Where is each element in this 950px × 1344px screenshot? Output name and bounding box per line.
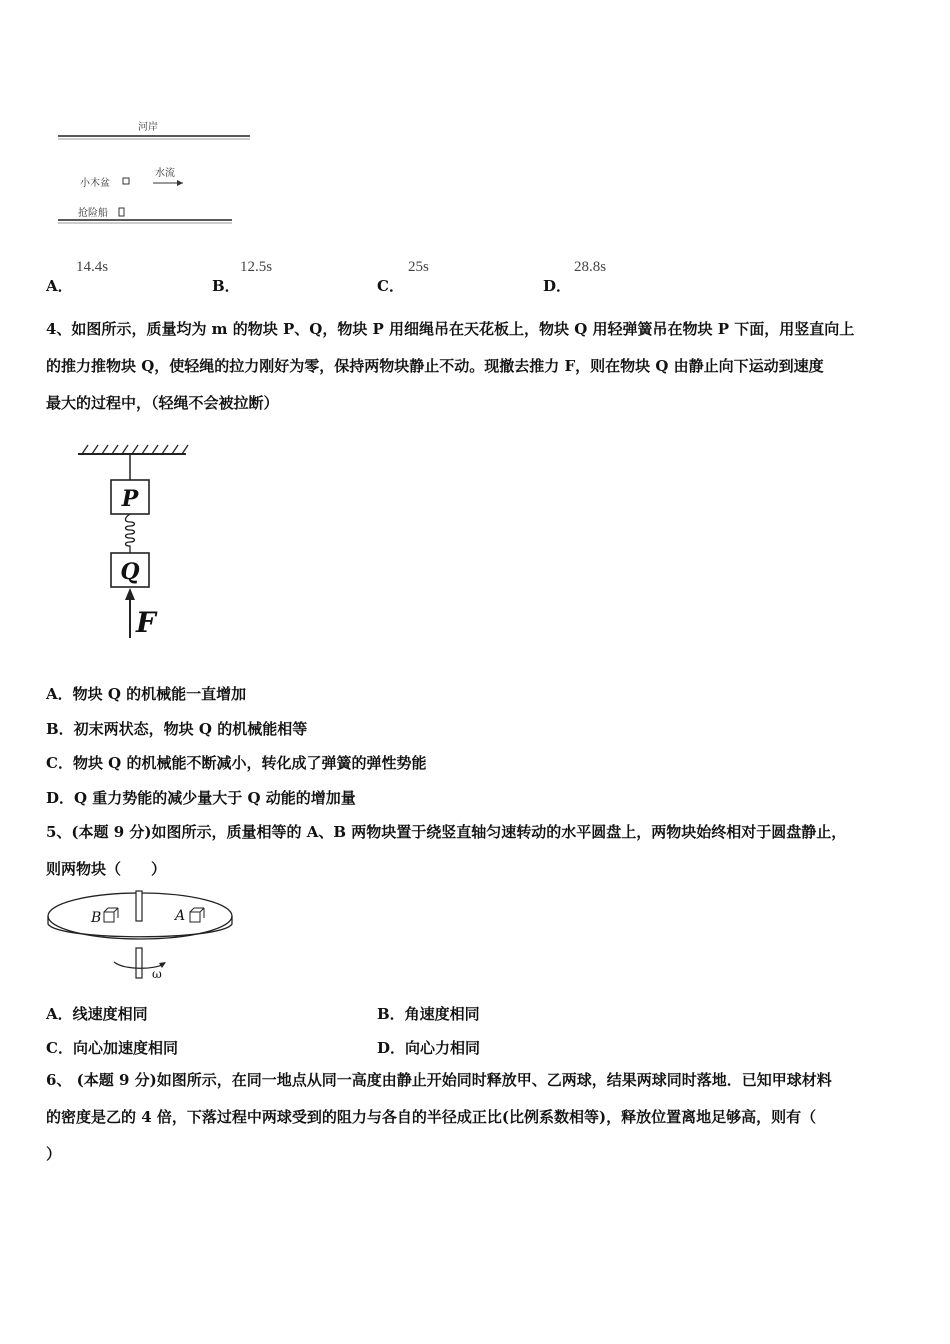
axle-bottom: [136, 948, 142, 978]
q4-line-1: 4、如图所示，质量均为 m 的物块 P、Q，物块 P 用细绳吊在天花板上，物块 Q 用轻弹簧吊在物块 P 下面，用竖直向上: [46, 320, 855, 338]
disc-figure: [42, 886, 242, 986]
q5-option-b: B．角速度相同: [377, 1005, 480, 1023]
q4-option-d: D．Q 重力势能的减少量大于 Q 动能的增加量: [46, 788, 356, 807]
q5-option-a: A．线速度相同: [46, 1005, 148, 1023]
q6-line-1: 6、 (本题 9 分)如图所示，在同一地点从同一高度由静止开始同时释放甲、乙两球，结果两球同时落地．已知甲球材料: [46, 1071, 832, 1089]
q5-option-d: D．向心力相同: [377, 1039, 481, 1057]
spring: [126, 514, 135, 553]
block-b: [104, 912, 114, 922]
block-q-label: Q: [120, 559, 140, 585]
q5-stem: [46, 814, 926, 888]
q4-option-a: A．物块 Q 的机械能一直增加: [46, 685, 247, 703]
q6-line-2: 的密度是乙的 4 倍，下落过程中两球受到的阻力与各自的半径成正比(比例系数相等)，释放位置离地足够高，则有（: [46, 1108, 817, 1126]
q4-line-3: 最大的过程中，（轻绳不会被拉断）: [46, 394, 279, 412]
q3-option-d-letter: D．: [543, 277, 572, 295]
q3-option-a-letter: A．: [46, 277, 73, 295]
force-label: F: [136, 606, 156, 639]
flow-label: 水流: [155, 168, 175, 179]
q5-option-c: C．向心加速度相同: [46, 1039, 178, 1057]
boat-marker: [119, 208, 124, 216]
axle-top: [136, 891, 142, 921]
q5-line-2: 则两物块（ ）: [46, 860, 167, 878]
basin-label: 小木盆: [80, 178, 110, 189]
bank-label: 河岸: [138, 122, 158, 133]
q4-options: [46, 677, 906, 815]
q3-option-b-value: 12.5s: [240, 259, 273, 275]
block-a: [190, 912, 200, 922]
q3-option-c-letter: C．: [377, 277, 404, 295]
q3-option-d-value: 28.8s: [574, 259, 607, 275]
q6-line-3: ）: [46, 1145, 62, 1163]
q4-stem: [46, 311, 916, 422]
basin-marker: [123, 178, 129, 184]
omega-label: ω: [152, 967, 162, 981]
label-a: A: [175, 908, 186, 924]
river-figure: [40, 108, 260, 238]
q3-option-a-value: 14.4s: [76, 259, 109, 275]
q5-line-1: 5、(本题 9 分)如图所示，质量相等的 A、B 两物块置于绕竖直轴匀速转动的水平圆盘上，两物块始终相对于圆盘静止，: [46, 823, 847, 841]
q4-line-2: 的推力推物块 Q，使轻绳的拉力刚好为零，保持两物块静止不动。现撤去推力 F，则在物块 Q 由静止向下运动到速度: [46, 357, 824, 375]
spring-blocks-figure: [70, 440, 200, 645]
boat-label: 抢险船: [78, 208, 108, 219]
q3-option-c-value: 25s: [408, 259, 429, 275]
q4-option-b: B．初末两状态，物块 Q 的机械能相等: [46, 719, 308, 738]
q6-stem: [46, 1062, 926, 1173]
q3-option-b-letter: B．: [212, 277, 240, 295]
q4-option-c: C．物块 Q 的机械能不断减小，转化成了弹簧的弹性势能: [46, 754, 427, 772]
label-b: B: [91, 910, 102, 926]
block-p-label: P: [121, 486, 139, 512]
